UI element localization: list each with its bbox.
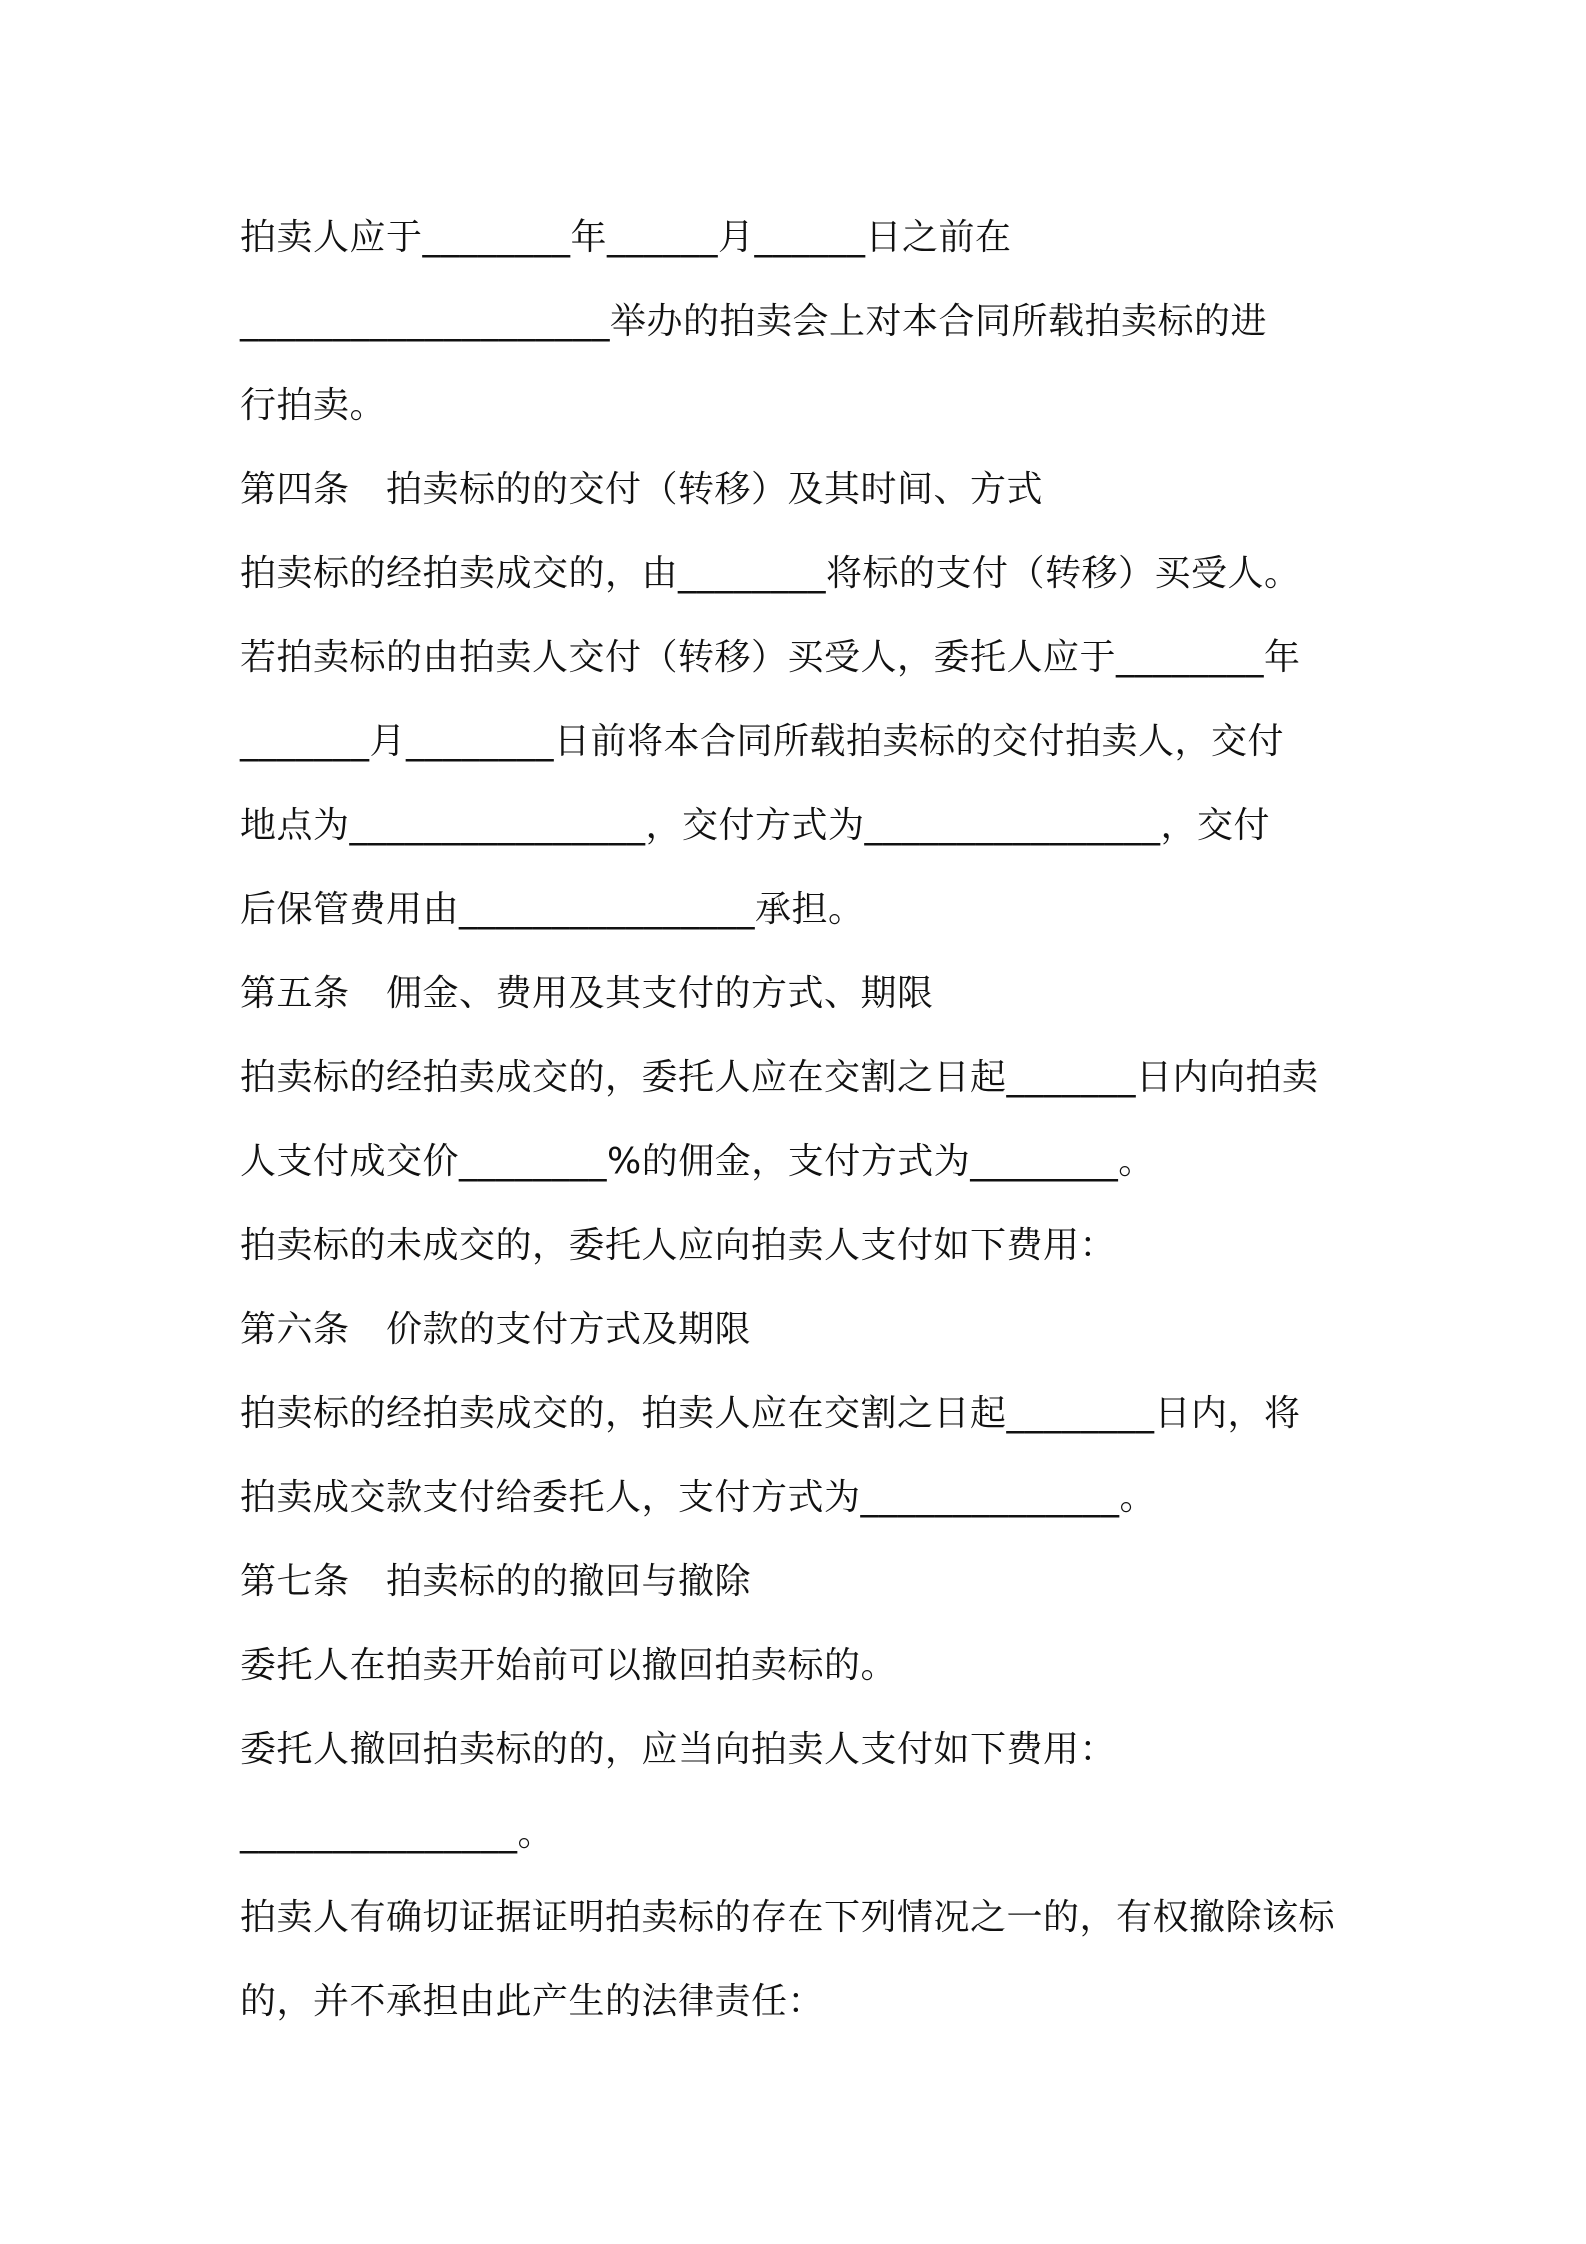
article-heading: 第六条 价款的支付方式及期限 bbox=[240, 1309, 752, 1350]
article-heading: 第七条 拍卖标的的撤回与撤除 bbox=[240, 1561, 752, 1602]
text-line: 的，并不承担由此产生的法律责任： bbox=[240, 1981, 825, 2022]
text-line: 拍卖标的经拍卖成交的，委托人应在交割之日起_______日内向拍卖 bbox=[240, 1057, 1319, 1098]
text-line: 委托人在拍卖开始前可以撤回拍卖标的。 bbox=[240, 1645, 898, 1686]
text-line: 拍卖成交款支付给委托人，支付方式为______________。 bbox=[240, 1477, 1157, 1518]
document-body bbox=[240, 196, 1360, 2044]
text-line: 委托人撤回拍卖标的的，应当向拍卖人支付如下费用： bbox=[240, 1729, 1117, 1770]
article-heading: 第五条 佣金、费用及其支付的方式、期限 bbox=[240, 973, 934, 1014]
text-line: 后保管费用由________________承担。 bbox=[240, 889, 865, 930]
text-line: 拍卖人应于________年______月______日之前在 bbox=[240, 217, 1012, 258]
text-line: 地点为________________，交付方式为________________，交付 bbox=[240, 805, 1271, 846]
text-line: 拍卖标的经拍卖成交的，由________将标的支付（转移）买受人。 bbox=[240, 553, 1301, 594]
article-heading: 第四条 拍卖标的的交付（转移）及其时间、方式 bbox=[240, 469, 1044, 510]
text-line: 若拍卖标的由拍卖人交付（转移）买受人，委托人应于________年 bbox=[240, 637, 1301, 678]
text-line: _______月________日前将本合同所载拍卖标的交付拍卖人，交付 bbox=[240, 721, 1285, 762]
text-line: 人支付成交价________%的佣金，支付方式为________。 bbox=[240, 1141, 1155, 1182]
text-line: 行拍卖。 bbox=[240, 385, 387, 426]
text-line: _______________。 bbox=[240, 1813, 554, 1854]
text-line: 拍卖标的未成交的，委托人应向拍卖人支付如下费用： bbox=[240, 1225, 1117, 1266]
text-line: 拍卖标的经拍卖成交的，拍卖人应在交割之日起________日内，将 bbox=[240, 1393, 1301, 1434]
text-line: 拍卖人有确切证据证明拍卖标的存在下列情况之一的，有权撤除该标 bbox=[240, 1897, 1336, 1938]
text-line: ____________________举办的拍卖会上对本合同所载拍卖标的进 bbox=[240, 301, 1268, 342]
